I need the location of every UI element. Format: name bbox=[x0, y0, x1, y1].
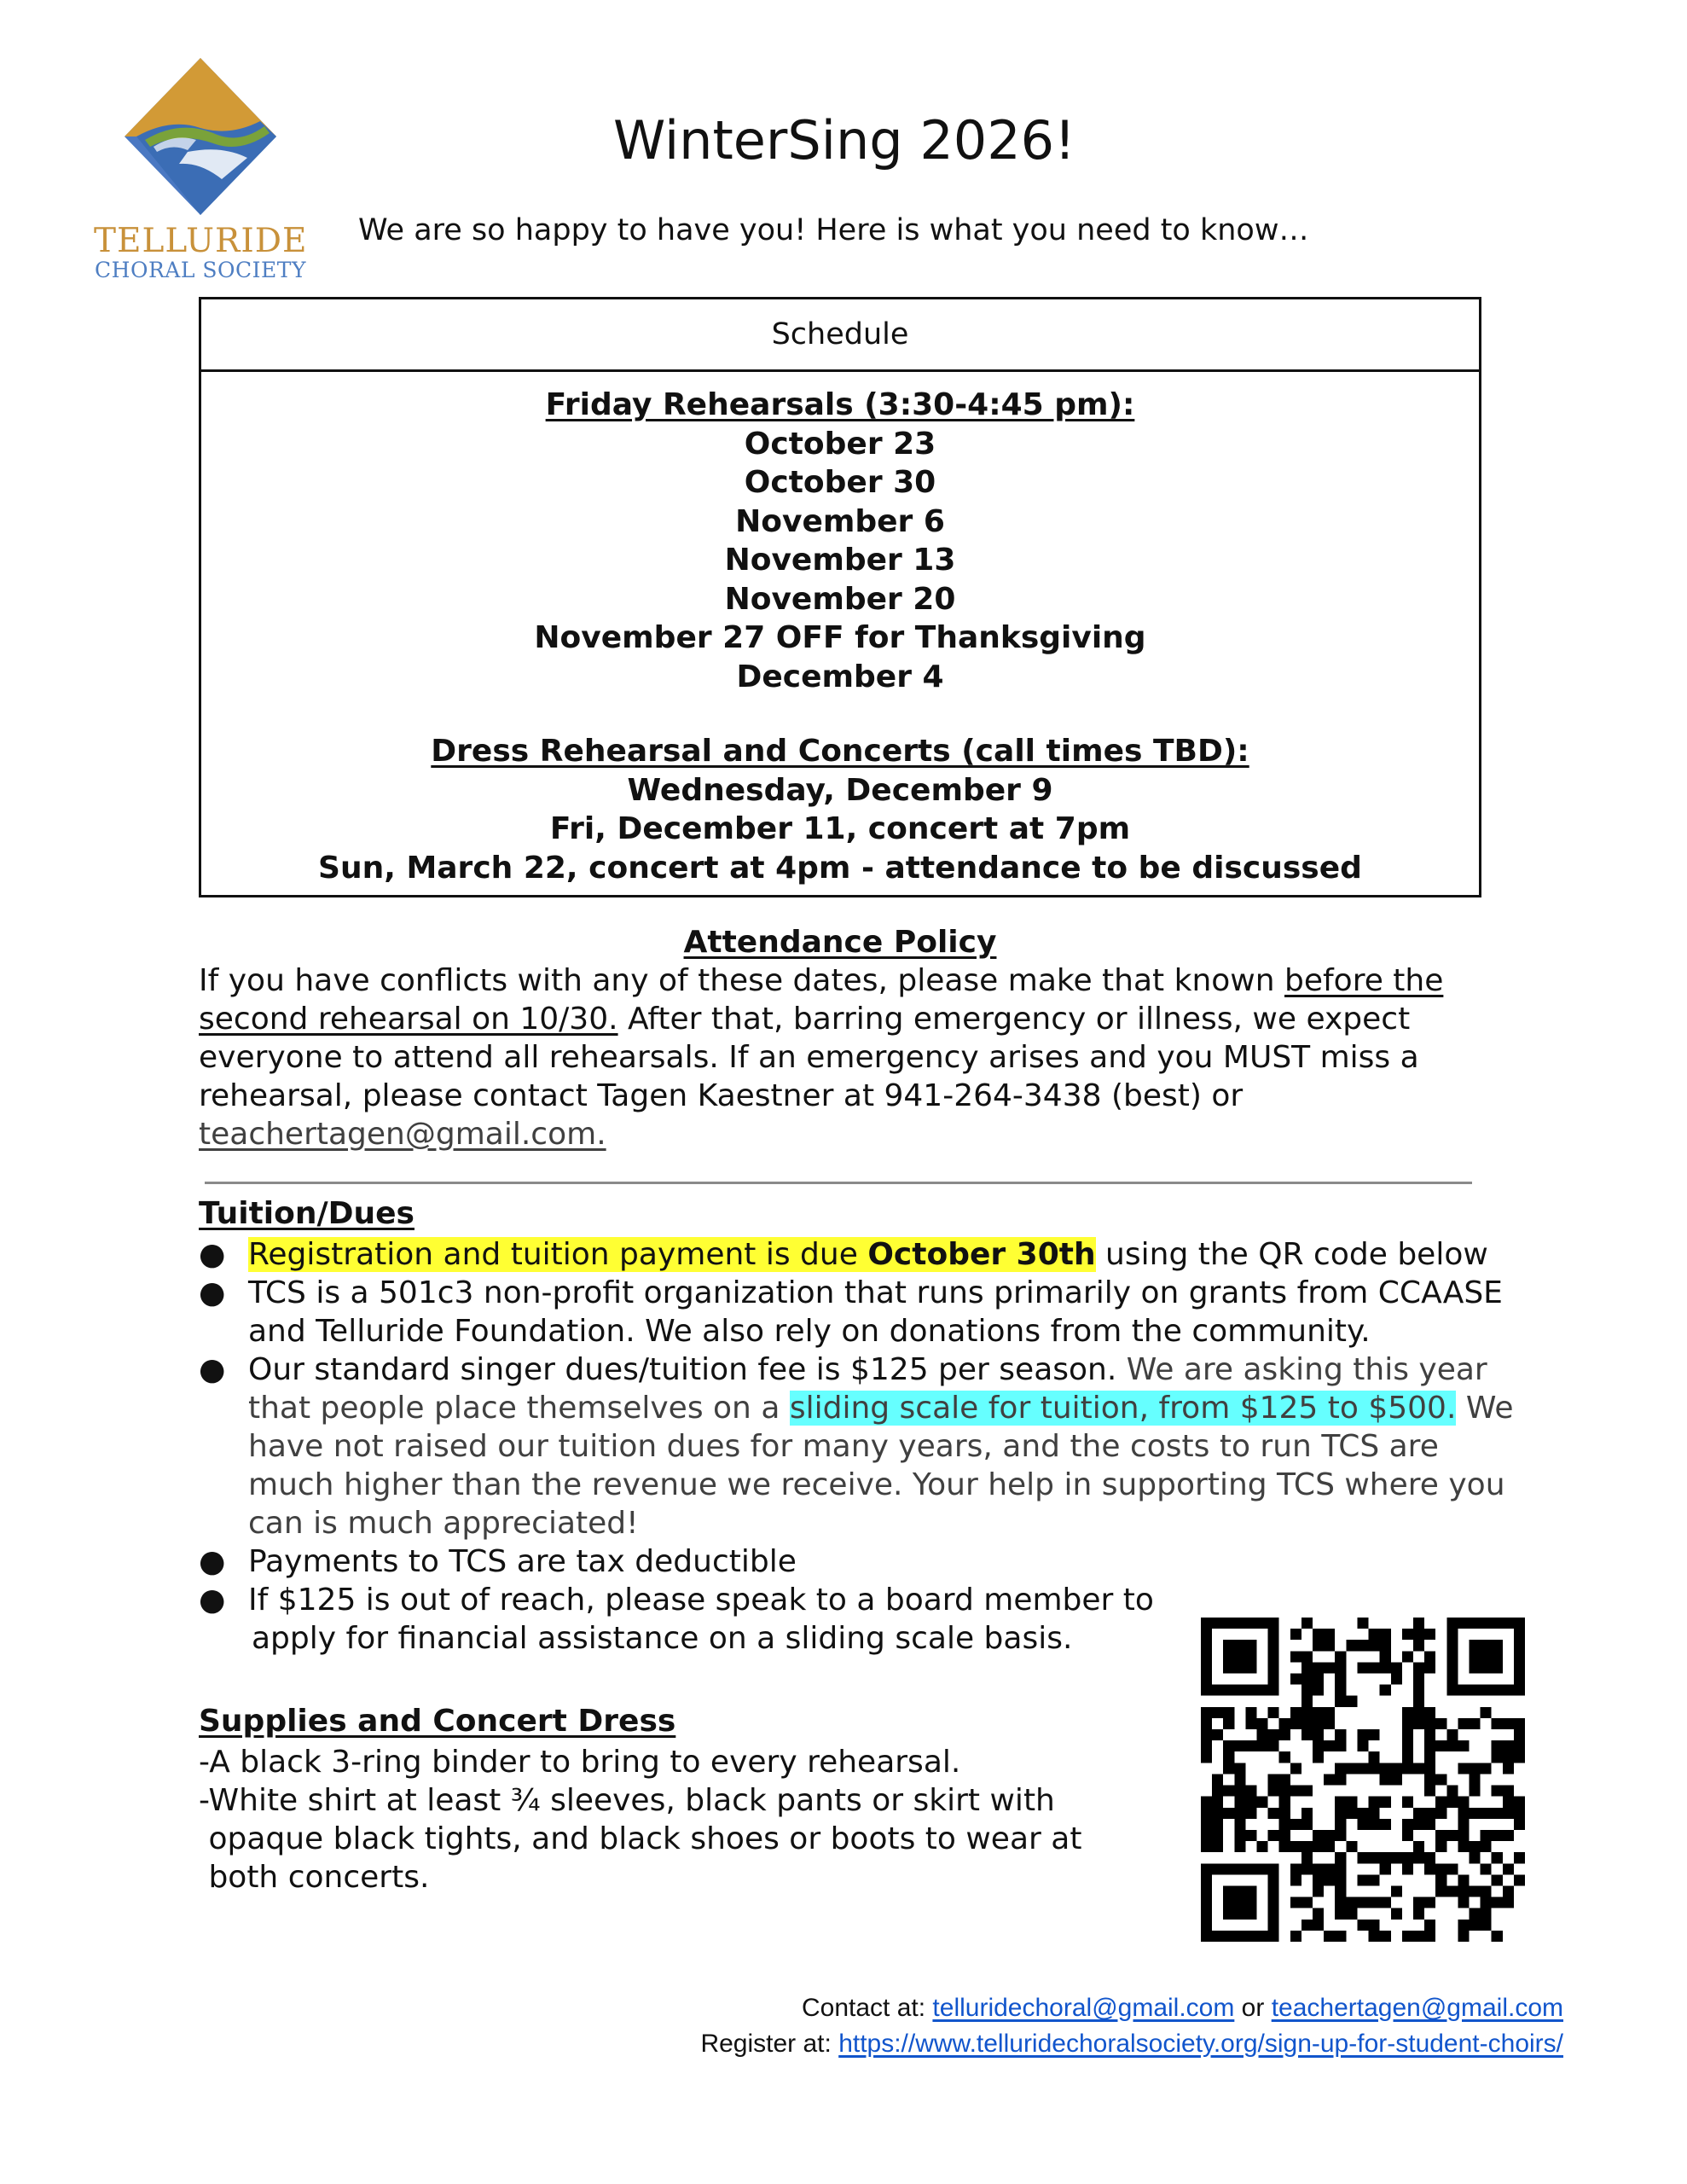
contact-or: or bbox=[1234, 1994, 1272, 2022]
attendance-deadline: second rehearsal on 10/30. bbox=[199, 1002, 618, 1037]
bullet-icon: ● bbox=[199, 1275, 226, 1310]
list-item-text: TCS is a 501c3 non-profit organization that runs primarily on grants from CCAASE bbox=[248, 1275, 1503, 1310]
attendance-text: If you have conflicts with any of these dates, please make that known bbox=[199, 963, 1284, 998]
list-item bbox=[199, 1235, 1563, 1274]
schedule-body bbox=[201, 372, 1479, 887]
bullet-icon: ● bbox=[199, 1352, 226, 1387]
list-item-text: that people place themselves on a bbox=[248, 1391, 790, 1426]
tuition-list bbox=[199, 1235, 1563, 1658]
list-item-text: using the QR code below bbox=[1095, 1237, 1488, 1272]
attendance-text: rehearsal, please contact Tagen Kaestner at 941-264-3438 (best) or bbox=[199, 1078, 1244, 1113]
logo-text-telluride: TELLURIDE bbox=[94, 222, 308, 260]
contact-line bbox=[802, 1994, 1563, 2023]
contact-label: Contact at: bbox=[802, 1994, 933, 2022]
schedule-date: December 4 bbox=[736, 659, 944, 694]
supplies-line: -White shirt at least ¾ sleeves, black pants or skirt with bbox=[199, 1783, 1055, 1818]
sliding-scale-highlight: sliding scale for tuition, from $125 to $500. bbox=[789, 1391, 1457, 1426]
register-link[interactable]: https://www.telluridechoralsociety.org/sign-up-for-student-choirs/ bbox=[838, 2030, 1563, 2058]
registration-due-text: Registration and tuition payment is due bbox=[248, 1237, 868, 1272]
list-item bbox=[199, 1350, 1563, 1542]
supplies-text bbox=[199, 1743, 1081, 1896]
list-item-text: can is much appreciated! bbox=[248, 1506, 639, 1541]
register-line bbox=[700, 2030, 1563, 2059]
list-item-text: have not raised our tuition dues for many years, and the costs to run TCS are bbox=[248, 1429, 1439, 1464]
list-item bbox=[199, 1274, 1563, 1350]
list-item-text: and Telluride Foundation. We also rely on donations from the community. bbox=[248, 1314, 1371, 1349]
schedule-date: November 20 bbox=[724, 581, 956, 617]
list-item-text: We are asking this year bbox=[1126, 1352, 1487, 1387]
dress-rehearsal-heading: Dress Rehearsal and Concerts (call times TBD): bbox=[431, 734, 1249, 769]
schedule-date: November 6 bbox=[735, 503, 945, 539]
list-item-text: much higher than the revenue we receive. Your help in supporting TCS where you bbox=[248, 1467, 1505, 1502]
logo-text-choral-society: CHORAL SOCIETY bbox=[95, 258, 306, 282]
supplies-line: opaque black tights, and black shoes or boots to wear at bbox=[199, 1821, 1082, 1856]
registration-qr-code[interactable] bbox=[1201, 1618, 1525, 1942]
page-subtitle: We are so happy to have you! Here is what you need to know… bbox=[358, 213, 1309, 247]
register-label: Register at: bbox=[700, 2030, 839, 2058]
list-item-text: We bbox=[1456, 1391, 1514, 1426]
bullet-icon: ● bbox=[199, 1237, 226, 1272]
attendance-text: After that, barring emergency or illness, we expect bbox=[617, 1002, 1411, 1037]
bullet-icon: ● bbox=[199, 1583, 226, 1618]
schedule-date: November 13 bbox=[724, 543, 956, 578]
schedule-date: Sun, March 22, concert at 4pm - attendance to be discussed bbox=[318, 850, 1362, 886]
teacher-email-link[interactable]: teachertagen@gmail.com bbox=[1271, 1994, 1563, 2022]
list-item-text: If $125 is out of reach, please speak to a board member to bbox=[248, 1583, 1154, 1618]
attendance-policy-heading: Attendance Policy bbox=[683, 925, 997, 960]
friday-rehearsals-heading: Friday Rehearsals (3:30-4:45 pm): bbox=[545, 387, 1135, 422]
supplies-line: -A black 3-ring binder to bring to every rehearsal. bbox=[199, 1745, 961, 1780]
attendance-text: everyone to attend all rehearsals. If an emergency arises and you MUST miss a bbox=[199, 1040, 1419, 1075]
bullet-icon: ● bbox=[199, 1544, 226, 1579]
schedule-date: October 23 bbox=[744, 426, 936, 462]
attendance-policy-text bbox=[199, 961, 1495, 1153]
mountain-diamond-icon bbox=[94, 51, 307, 222]
list-item-text: apply for financial assistance on a sliding scale basis. bbox=[252, 1621, 1073, 1656]
registration-due-date: October 30th bbox=[867, 1237, 1096, 1272]
list-item-text: Our standard singer dues/tuition fee is $125 per season. bbox=[248, 1352, 1127, 1387]
schedule-header: Schedule bbox=[201, 299, 1479, 372]
supplies-heading: Supplies and Concert Dress bbox=[199, 1704, 676, 1739]
page-title: WinterSing 2026! bbox=[613, 109, 1075, 171]
section-divider bbox=[205, 1182, 1472, 1184]
contact-email-link[interactable]: teachertagen@gmail.com. bbox=[199, 1117, 606, 1152]
telluride-choral-society-logo bbox=[94, 51, 307, 282]
list-item-text: Payments to TCS are tax deductible bbox=[248, 1544, 797, 1579]
schedule-date: Wednesday, December 9 bbox=[627, 772, 1053, 808]
contact-email-link[interactable]: telluridechoral@gmail.com bbox=[932, 1994, 1235, 2022]
list-item bbox=[199, 1542, 1563, 1581]
schedule-table bbox=[199, 297, 1481, 897]
schedule-date: October 30 bbox=[744, 465, 936, 500]
schedule-date: November 27 OFF for Thanksgiving bbox=[534, 620, 1146, 655]
tuition-heading: Tuition/Dues bbox=[199, 1196, 415, 1231]
schedule-date: Fri, December 11, concert at 7pm bbox=[549, 811, 1131, 846]
supplies-line: both concerts. bbox=[199, 1860, 430, 1895]
attendance-deadline: before the bbox=[1284, 963, 1444, 998]
